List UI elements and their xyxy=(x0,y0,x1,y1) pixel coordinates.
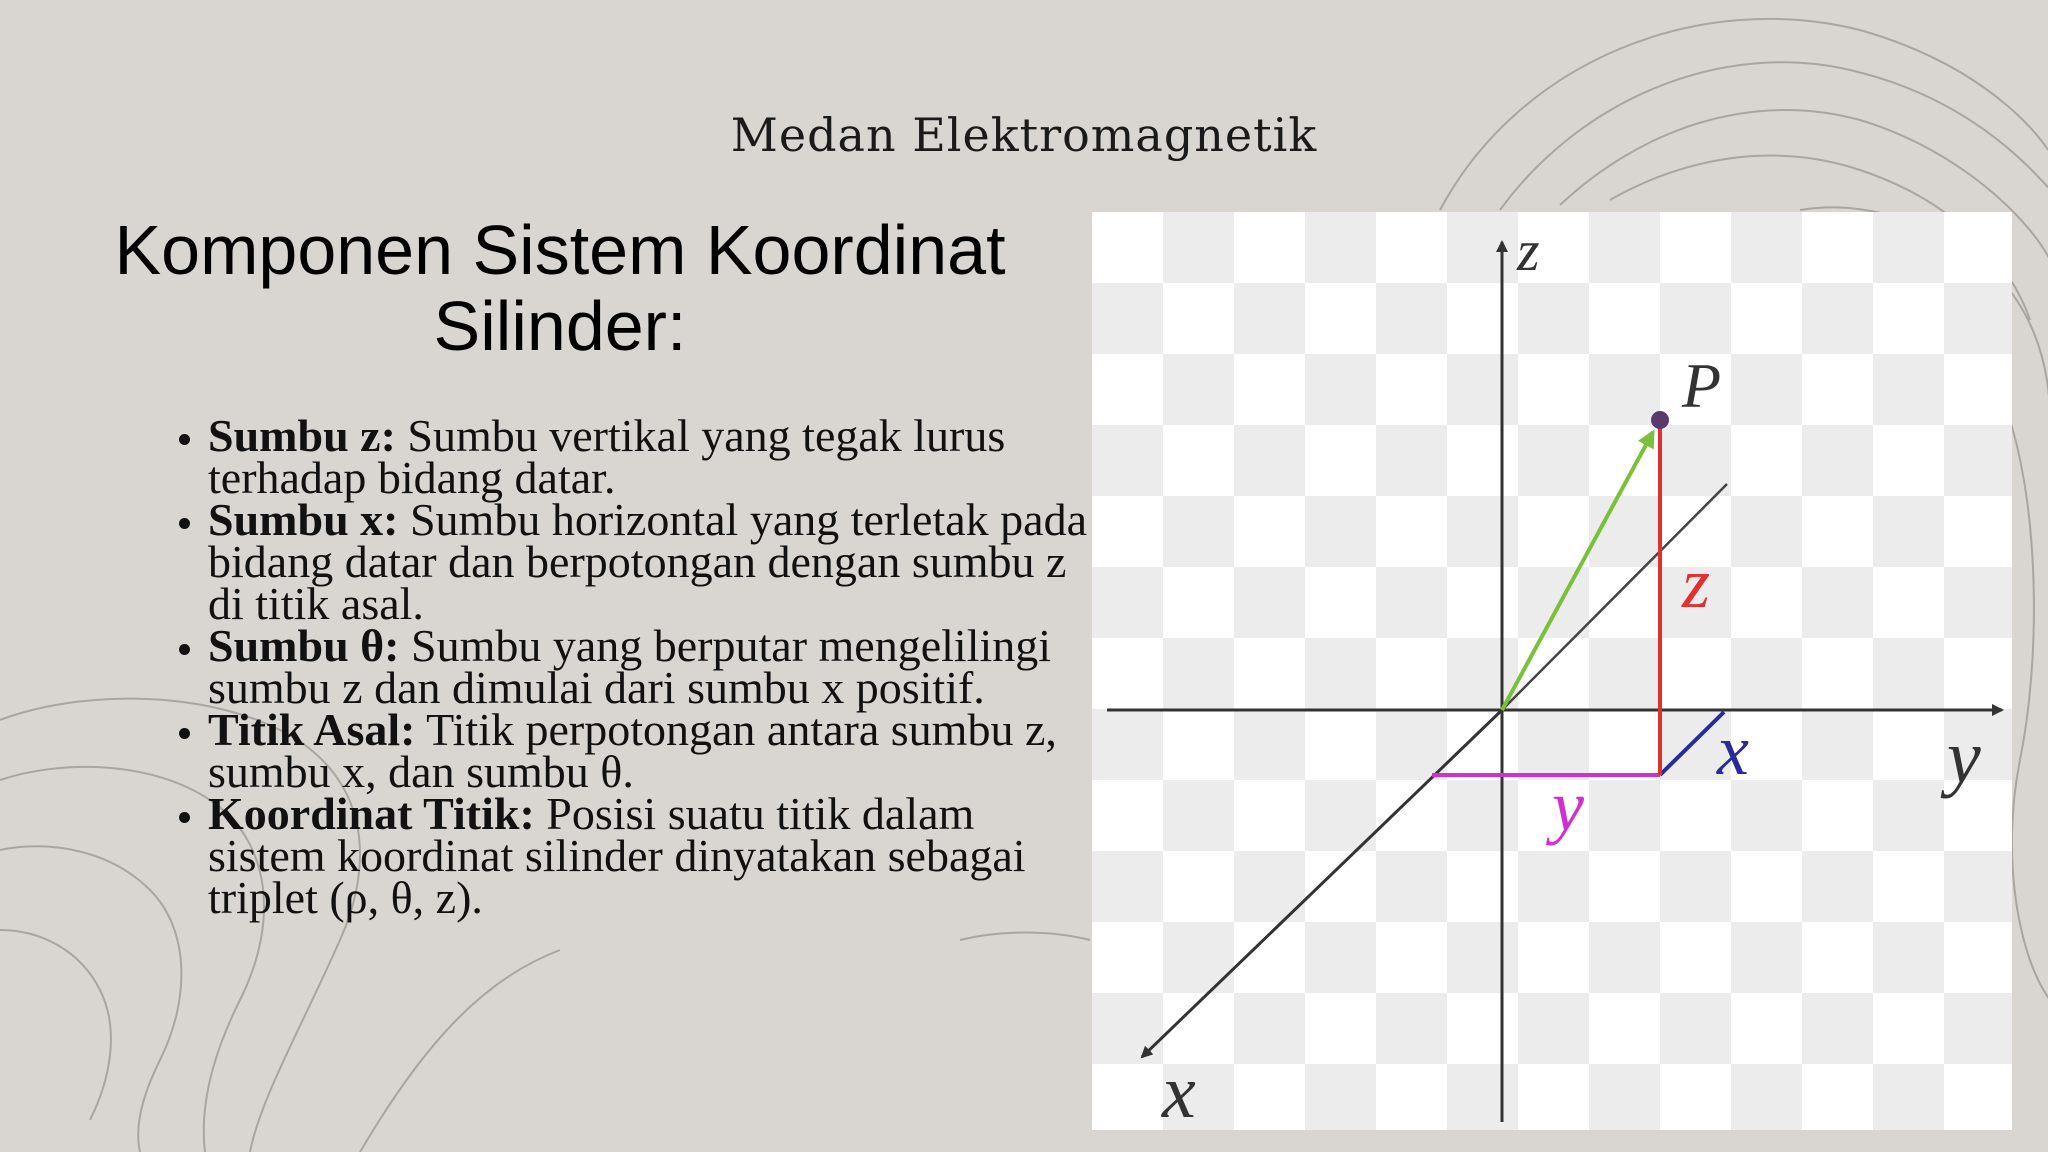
y-axis-label: y xyxy=(1947,715,1981,799)
bullet-text: Sumbu vertikal yang tegak lurus terhadap bidang datar. xyxy=(208,410,1006,503)
bullet-term: Sumbu x: xyxy=(208,494,399,545)
y-component-label: y xyxy=(1552,766,1584,846)
bullet-item xyxy=(208,620,1088,713)
bullet-item xyxy=(208,410,1088,503)
bullet-item xyxy=(208,494,1088,629)
point-p-label: P xyxy=(1682,350,1722,421)
bullet-text: Posisi suatu titik dalam sistem koordinat silinder dinyatakan sebagai triplet (ρ, θ, z). xyxy=(208,788,1026,923)
slide-header: Medan Elektromagnetik xyxy=(730,108,1318,162)
bullet-term: Koordinat Titik: xyxy=(208,788,535,839)
bullet-text: Titik perpotongan antara sumbu z, sumbu x, dan sumbu θ. xyxy=(208,704,1057,797)
bullet-term: Sumbu θ: xyxy=(208,620,400,671)
point-p-dot xyxy=(1651,411,1669,429)
checkerboard-background xyxy=(1092,212,2012,1130)
x-axis-label: x xyxy=(1162,1050,1196,1130)
bullet-item xyxy=(208,788,1088,923)
bullet-list xyxy=(168,410,1088,923)
coordinate-diagram xyxy=(1092,212,2012,1130)
slide-title: Komponen Sistem Koordinat Silinder: xyxy=(114,211,1006,365)
x-component-label: x xyxy=(1717,710,1749,790)
bullet-text: Sumbu yang berputar mengelilingi sumbu z dan dimulai dari sumbu x positif. xyxy=(208,620,1052,713)
bullet-text: Sumbu horizontal yang terletak pada bidang datar dan berpotongan dengan sumbu z di titik asal. xyxy=(208,494,1087,629)
bullet-item xyxy=(208,704,1088,797)
z-axis-label: z xyxy=(1517,218,1540,283)
z-component-label: z xyxy=(1682,543,1711,623)
bullet-term: Titik Asal: xyxy=(208,704,416,755)
bullet-term: Sumbu z: xyxy=(208,410,396,461)
